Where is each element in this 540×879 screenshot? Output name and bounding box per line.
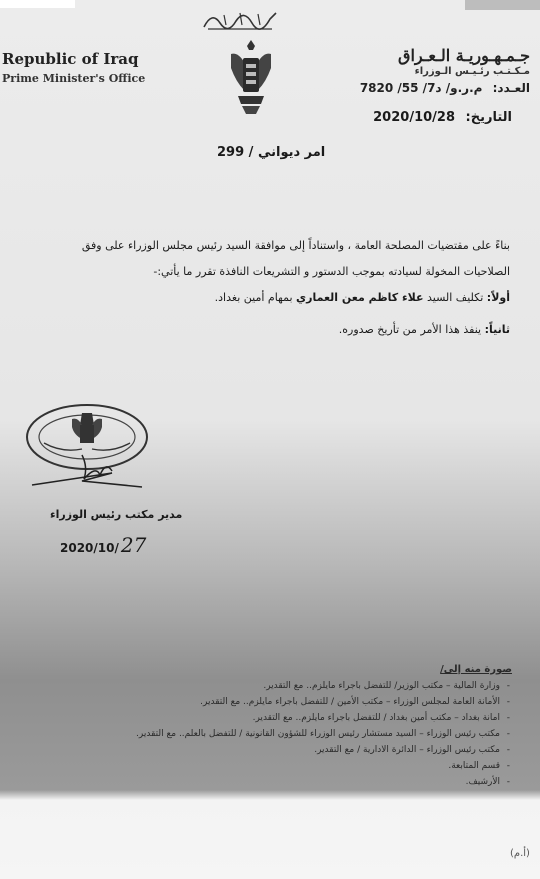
- preamble-line: بناءً على مقتضيات المصلحة العامة ، واستناداً إلى موافقة السيد رئيس مجلس الوزراء على وفق: [81, 239, 510, 252]
- clause-first-text-end: بمهام أمين بغداد.: [214, 291, 293, 304]
- copies-section: [12, 664, 512, 790]
- copies-list: [12, 678, 512, 790]
- clause-first-text: تكليف السيد: [427, 291, 484, 304]
- office-name-ar: مـكـتـب رئـيـس الـوزراء: [414, 66, 530, 77]
- signature-date-prefix: 2020/10/: [60, 541, 119, 555]
- order-body: [30, 233, 510, 343]
- clause-second: [30, 317, 510, 343]
- list-item: - امانة بغداد – مكتب أمين بغداد / للتفضل باجراء مايلزم.. مع التقدير.: [12, 710, 500, 726]
- order-label: امر ديواني: [257, 145, 326, 160]
- signatory-title: مدير مكتب رئيس الوزراء: [50, 508, 183, 521]
- country-name-ar: جـمـهـوريـة الـعـراق: [398, 46, 530, 65]
- reference-number: [310, 81, 530, 95]
- appointee-name: علاء كاظم معن العماري: [296, 291, 424, 304]
- country-name-en: Republic of Iraq: [2, 50, 139, 68]
- date-value: 2020/10/28: [373, 110, 455, 125]
- order-heading: [205, 145, 325, 160]
- reference-value: م.ر.و/ د7/ 55/ 7820: [359, 81, 483, 95]
- clause-second-text: ينفذ هذا الأمر من تأريخ صدوره.: [338, 323, 482, 336]
- preamble-line: الصلاحيات المخولة لسيادته بموجب الدستور و التشريعات النافذة تقرر ما يأتي:-: [153, 265, 510, 278]
- list-item: - قسم المتابعة.: [12, 758, 500, 774]
- header-english: [2, 50, 172, 85]
- official-stamp-signature: [22, 395, 162, 505]
- signature-date-day: 27: [120, 533, 147, 557]
- copies-title: صورة منه إلى/: [440, 664, 512, 675]
- list-item: - الأرشيف.: [12, 774, 500, 790]
- issue-date: [373, 110, 512, 125]
- footer-initials: (أ.م): [510, 848, 530, 859]
- order-number: / 299: [217, 145, 254, 160]
- list-item: - مكتب رئيس الوزراء – السيد مستشار رئيس الوزراء للشؤون القانونية / للتفضل بالعلم.. مع التقدير.: [12, 726, 500, 742]
- basmala-calligraphy: [200, 5, 280, 33]
- signature-date: [60, 533, 146, 557]
- clause-first: [30, 285, 510, 311]
- date-label: التاريخ:: [465, 110, 512, 125]
- clause-first-label: أولاً:: [486, 291, 510, 304]
- office-name-en: Prime Minister's Office: [2, 72, 146, 85]
- list-item: - وزارة المالية – مكتب الوزير/ للتفضل باجراء مايلزم.. مع التقدير.: [12, 678, 500, 694]
- iraq-eagle-emblem: [228, 38, 274, 118]
- header-arabic: [310, 46, 530, 95]
- clause-second-label: ثانياً:: [484, 323, 510, 336]
- list-item: - مكتب رئيس الوزراء – الدائرة الادارية / مع التقدير.: [12, 742, 500, 758]
- corner-light: [0, 0, 75, 8]
- list-item: - الأمانة العامة لمجلس الوزراء – مكتب الأمين / للتفضل باجراء مايلزم.. مع التقدير.: [12, 694, 500, 710]
- reference-label: العـدد:: [492, 81, 530, 95]
- corner-shade: [465, 0, 540, 10]
